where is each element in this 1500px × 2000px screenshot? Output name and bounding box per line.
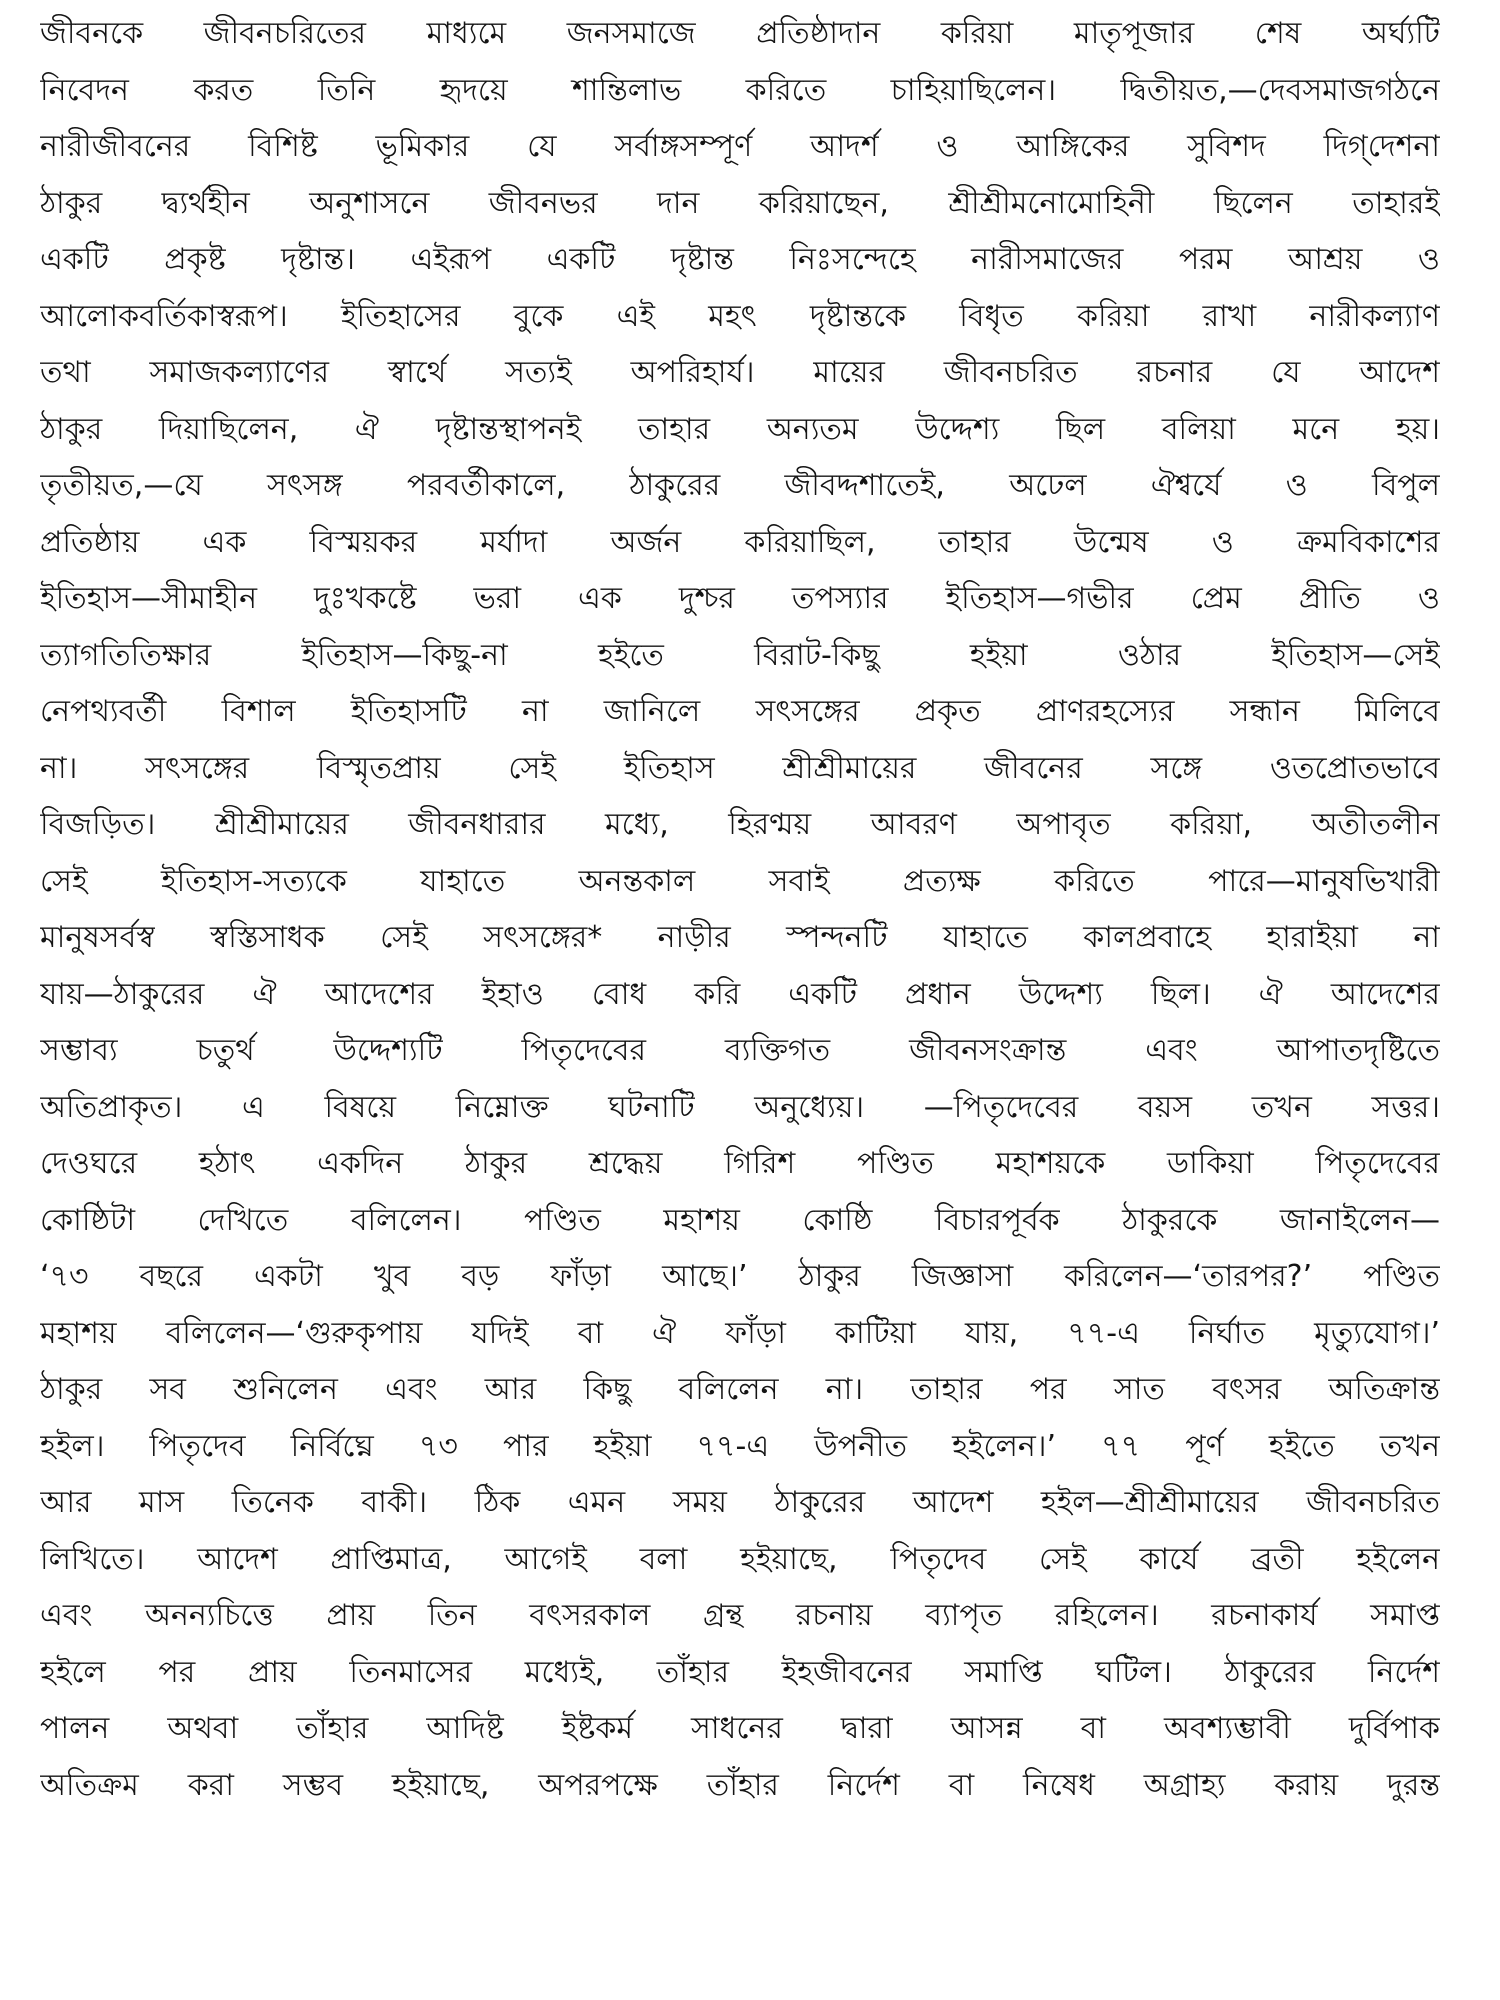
text-line: দেওঘরে হঠাৎ একদিন ঠাকুর শ্রদ্ধেয় গিরিশ পণ্ডিত মহাশয়কে ডাকিয়া পিতৃদেবের xyxy=(40,1146,1440,1181)
text-line: মানুষসর্বস্ব স্বস্তিসাধক সেই সৎসঙ্গের* নাড়ীর স্পন্দনটি যাহাতে কালপ্রবাহে হারাইয়া না xyxy=(40,920,1440,955)
text-line: ইতিহাস—সীমাহীন দুঃখকষ্টে ভরা এক দুশ্চর তপস্যার ইতিহাস—গভীর প্রেম প্রীতি ও xyxy=(40,581,1440,616)
text-line: ঠাকুর দিয়াছিলেন, ঐ দৃষ্টান্তস্থাপনই তাহার অন্যতম উদ্দেশ্য ছিল বলিয়া মনে হয়। xyxy=(40,411,1440,447)
text-line: ঠাকুর দ্ব্যর্থহীন অনুশাসনে জীবনভর দান করিয়াছেন, শ্রীশ্রীমনোমোহিনী ছিলেন তাহারই xyxy=(40,185,1440,221)
text-line: ত্যাগতিতিক্ষার ইতিহাস—কিছু-না হইতে বিরাট-কিছু হইয়া ওঠার ইতিহাস—সেই xyxy=(40,637,1440,673)
text-line: লিখিতে। আদেশ প্রাপ্তিমাত্র, আগেই বলা হইয়াছে, পিতৃদেব সেই কার্যে ব্রতী হইলেন xyxy=(40,1541,1440,1577)
text-line: নিবেদন করত তিনি হৃদয়ে শান্তিলাভ করিতে চাহিয়াছিলেন। দ্বিতীয়ত,—দেবসমাজগঠনে xyxy=(40,72,1440,108)
text-line: কোষ্ঠিটা দেখিতে বলিলেন। পণ্ডিত মহাশয় কোষ্ঠি বিচারপূর্বক ঠাকুরকে জানাইলেন— xyxy=(40,1202,1440,1238)
text-line: সেই ইতিহাস-সত্যকে যাহাতে অনন্তকাল সবাই প্রত্যক্ষ করিতে পারে—মানুষভিখারী xyxy=(40,863,1440,899)
body-text xyxy=(40,6,1440,1814)
text-line: অতিপ্রাকৃত। এ বিষয়ে নিম্নোক্ত ঘটনাটি অনুধ্যেয়। —পিতৃদেবের বয়স তখন সত্তর। xyxy=(40,1089,1440,1125)
text-line: সম্ভাব্য চতুর্থ উদ্দেশ্যটি পিতৃদেবের ব্যক্তিগত জীবনসংক্রান্ত এবং আপাতদৃষ্টিতে xyxy=(40,1033,1440,1068)
text-line: মহাশয় বলিলেন—‘গুরুকৃপায় যদিই বা ঐ ফাঁড়া কাটিয়া যায়, ৭৭-এ নির্ঘাত মৃত্যুযোগ।’ xyxy=(40,1315,1440,1351)
text-line: নেপথ্যবর্তী বিশাল ইতিহাসটি না জানিলে সৎসঙ্গের প্রকৃত প্রাণরহস্যের সন্ধান মিলিবে xyxy=(40,694,1440,729)
text-line: তথা সমাজকল্যাণের স্বার্থে সত্যই অপরিহার্য। মায়ের জীবনচরিত রচনার যে আদেশ xyxy=(40,355,1440,390)
text-line: জীবনকে জীবনচরিতের মাধ্যমে জনসমাজে প্রতিষ্ঠাদান করিয়া মাতৃপূজার শেষ অর্ঘ্যটি xyxy=(40,16,1440,51)
text-line: না। সৎসঙ্গের বিস্মৃতপ্রায় সেই ইতিহাস শ্রীশ্রীমায়ের জীবনের সঙ্গে ওতপ্রোতভাবে xyxy=(40,750,1440,786)
text-line: আলোকবর্তিকাস্বরূপ। ইতিহাসের বুকে এই মহৎ দৃষ্টান্তকে বিধৃত করিয়া রাখা নারীকল্যাণ xyxy=(40,298,1440,334)
text-line: হইলে পর প্রায় তিনমাসের মধ্যেই, তাঁহার ইহজীবনের সমাপ্তি ঘটিল। ঠাকুরের নির্দেশ xyxy=(40,1654,1440,1690)
text-line: পালন অথবা তাঁহার আদিষ্ট ইষ্টকর্ম সাধনের দ্বারা আসন্ন বা অবশ্যম্ভাবী দুর্বিপাক xyxy=(40,1711,1440,1746)
text-line: যায়—ঠাকুরের ঐ আদেশের ইহাও বোধ করি একটি প্রধান উদ্দেশ্য ছিল। ঐ আদেশের xyxy=(40,976,1440,1012)
text-line: আর মাস তিনেক বাকী। ঠিক এমন সময় ঠাকুরের আদেশ হইল—শ্রীশ্রীমায়ের জীবনচরিত xyxy=(40,1485,1440,1520)
text-line: হইল। পিতৃদেব নির্বিঘ্নে ৭৩ পার হইয়া ৭৭-এ উপনীত হইলেন।’ ৭৭ পূর্ণ হইতে তখন xyxy=(40,1428,1440,1464)
text-line: তৃতীয়ত,—যে সৎসঙ্গ পরবর্তীকালে, ঠাকুরের জীবদ্দশাতেই, অঢেল ঐশ্বর্যে ও বিপুল xyxy=(40,468,1440,503)
text-line: প্রতিষ্ঠায় এক বিস্ময়কর মর্যাদা অর্জন করিয়াছিল, তাহার উন্মেষ ও ক্রমবিকাশের xyxy=(40,524,1440,560)
text-line: নারীজীবনের বিশিষ্ট ভূমিকার যে সর্বাঙ্গসম্পূর্ণ আদর্শ ও আঙ্গিকের সুবিশদ দিগ্‌দেশনা xyxy=(40,129,1440,164)
text-line: ঠাকুর সব শুনিলেন এবং আর কিছু বলিলেন না। তাহার পর সাত বৎসর অতিক্রান্ত xyxy=(40,1372,1440,1407)
text-line: এবং অনন্যচিত্তে প্রায় তিন বৎসরকাল গ্রন্থ রচনায় ব্যাপৃত রহিলেন। রচনাকার্য সমাপ্ত xyxy=(40,1598,1440,1633)
text-line: অতিক্রম করা সম্ভব হইয়াছে, অপরপক্ষে তাঁহার নির্দেশ বা নিষেধ অগ্রাহ্য করায় দুরন্ত xyxy=(40,1767,1440,1803)
text-line: একটি প্রকৃষ্ট দৃষ্টান্ত। এইরূপ একটি দৃষ্টান্ত নিঃসন্দেহে নারীসমাজের পরম আশ্রয় ও xyxy=(40,242,1440,277)
text-line: ‘৭৩ বছরে একটা খুব বড় ফাঁড়া আছে।’ ঠাকুর জিজ্ঞাসা করিলেন—‘তারপর?’ পণ্ডিত xyxy=(40,1259,1440,1294)
text-line: বিজড়িত। শ্রীশ্রীমায়ের জীবনধারার মধ্যে, হিরণ্ময় আবরণ অপাবৃত করিয়া, অতীতলীন xyxy=(40,807,1440,842)
